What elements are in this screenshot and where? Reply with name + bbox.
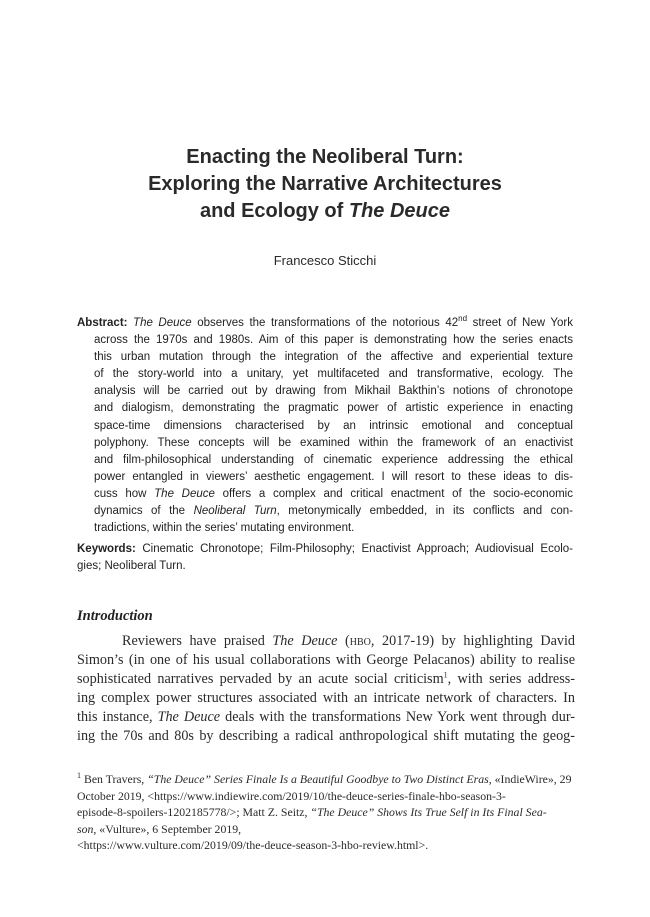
footnote-line	[77, 821, 575, 838]
text-run: , with series address-	[447, 671, 575, 687]
text-run: this instance,	[77, 709, 158, 725]
paragraph-line	[77, 708, 575, 727]
text-run: and dialogism, demonstrating the pragmatic power of artistic experience in enacting	[94, 402, 573, 415]
small-caps-text: hbo	[349, 633, 371, 649]
text-run: ing the 70s and 80s by describing a radical anthropological shift mutating the geog-	[77, 728, 575, 744]
italic-text: The Deuce	[154, 487, 215, 500]
text-run: ing complex power structures associated with an intricate network of characters. In	[77, 690, 575, 706]
text-run: episode-8-spoilers-1202185778/>; Matt Z. Seitz,	[77, 805, 311, 819]
title-line-3-prefix: and Ecology of	[199, 200, 349, 222]
abstract-line	[94, 332, 573, 349]
text-run: cuss how	[94, 487, 155, 500]
section-heading-introduction: Introduction	[77, 608, 153, 624]
keywords	[77, 541, 573, 575]
abstract-line	[94, 349, 573, 366]
keywords-text-1: Cinematic Chronotope; Film-Philosophy; Enactivist Approach; Audiovisual Ecolo-	[135, 543, 573, 555]
text-run: Simon’s (in one of his usual collaborations with George Pelacanos) ability to realise	[77, 652, 575, 668]
text-run: , 2017-19) by highlighting David	[370, 633, 575, 649]
abstract-line	[94, 435, 573, 452]
text-run: , «Vulture», 6 September 2019,	[93, 821, 242, 836]
abstract-body	[94, 332, 573, 537]
footnote-line	[77, 771, 575, 788]
abstract-line	[133, 314, 573, 329]
paper-title	[0, 144, 650, 225]
footnote-line	[77, 804, 575, 821]
abstract-line	[94, 503, 573, 520]
text-run: Reviewers have praised	[122, 633, 273, 649]
italic-text: Neoliberal Turn	[193, 505, 277, 518]
title-line-3	[0, 198, 650, 225]
abstract-line	[94, 418, 573, 435]
abstract-line	[94, 469, 573, 486]
footnote-line	[77, 837, 575, 854]
text-run: dynamics of the	[94, 505, 194, 518]
abstract-line	[94, 486, 573, 503]
abstract	[77, 315, 573, 537]
abstract-line	[94, 366, 573, 383]
keywords-line-2: gies; Neoliberal Turn.	[77, 560, 186, 573]
superscript: nd	[458, 314, 468, 324]
text-run: (	[337, 633, 350, 649]
abstract-line	[94, 452, 573, 469]
title-line-3-italic: The Deuce	[348, 200, 451, 222]
footnote-line	[77, 788, 575, 805]
introduction-paragraph	[77, 632, 575, 746]
abstract-first-line	[77, 315, 573, 332]
text-run: this urban mutation through the integration of the affective and experiential texture	[94, 351, 573, 364]
text-run: power entangled in viewers’ aesthetic engagement. I will resort to these ideas to dis-	[94, 470, 573, 483]
text-run: and film-philosophical understanding of cinematic experience addressing the ethical	[94, 453, 573, 466]
paragraph-line	[77, 670, 575, 689]
text-run: <https://www.vulture.com/2019/09/the-deuce-season-3-hbo-review.html>.	[77, 838, 429, 852]
abstract-line	[94, 520, 573, 537]
title-line-2: Exploring the Narrative Architectures	[148, 173, 502, 195]
text-run: across the 1970s and 1980s. Aim of this paper is demonstrating how the series enacts	[94, 334, 573, 347]
author-name: Francesco Sticchi	[273, 253, 377, 268]
abstract-line	[94, 400, 573, 417]
text-run: , metonymically embedded, in its conflicts and con-	[276, 505, 574, 518]
title-line-1: Enacting the Neoliberal Turn:	[186, 146, 464, 168]
superscript: 1	[443, 670, 448, 680]
text-run: street of New York	[467, 317, 573, 329]
footnote	[77, 771, 575, 854]
text-run: analysis will be carried out by drawing from Mikhail Bakthin’s notions of chronotope	[94, 385, 573, 398]
italic-text: “The Deuce” Series Finale Is a Beautiful Goodbye to Two Distinct Eras	[147, 772, 489, 786]
abstract-line	[94, 383, 573, 400]
italic-text: son	[77, 821, 94, 836]
text-run: deals with the transformations New York went through dur-	[220, 709, 575, 725]
text-run: October 2019, <https://www.indiewire.com/2019/10/the-deuce-series-finale-hbo-season-3-	[77, 788, 506, 803]
text-run: sophisticated narratives pervaded by an acute social criticism	[77, 671, 444, 687]
italic-text: The Deuce	[272, 633, 338, 649]
superscript: 1	[77, 771, 81, 781]
text-run: of the story-world into a unitary, yet multifaceted and transformative, ecology. The	[94, 368, 573, 381]
italic-text: The Deuce	[157, 709, 221, 725]
text-run: space-time dimensions characterised by an intrinsic emotional and conceptual	[94, 419, 573, 432]
text-run: polyphony. These concepts will be examined within the framework of an enactivist	[94, 436, 573, 449]
italic-text: “The Deuce” Shows Its True Self in Its Final Sea-	[310, 805, 547, 819]
italic-text: The Deuce	[133, 317, 192, 329]
paragraph-line	[77, 727, 575, 746]
text-run: observes the transformations of the notorious 42	[191, 317, 459, 329]
text-run: , «IndieWire», 29	[488, 772, 572, 786]
text-run: tradictions, within the series’ mutating environment.	[94, 522, 355, 535]
text-run: Ben Travers,	[81, 772, 148, 786]
paragraph-line	[77, 632, 575, 651]
paragraph-line	[77, 651, 575, 670]
paragraph-line	[77, 689, 575, 708]
abstract-label: Abstract:	[77, 317, 128, 329]
text-run: offers a complex and critical enactment of the socio-economic	[214, 487, 573, 500]
keywords-line-1	[77, 541, 573, 558]
keywords-label: Keywords:	[77, 543, 136, 555]
